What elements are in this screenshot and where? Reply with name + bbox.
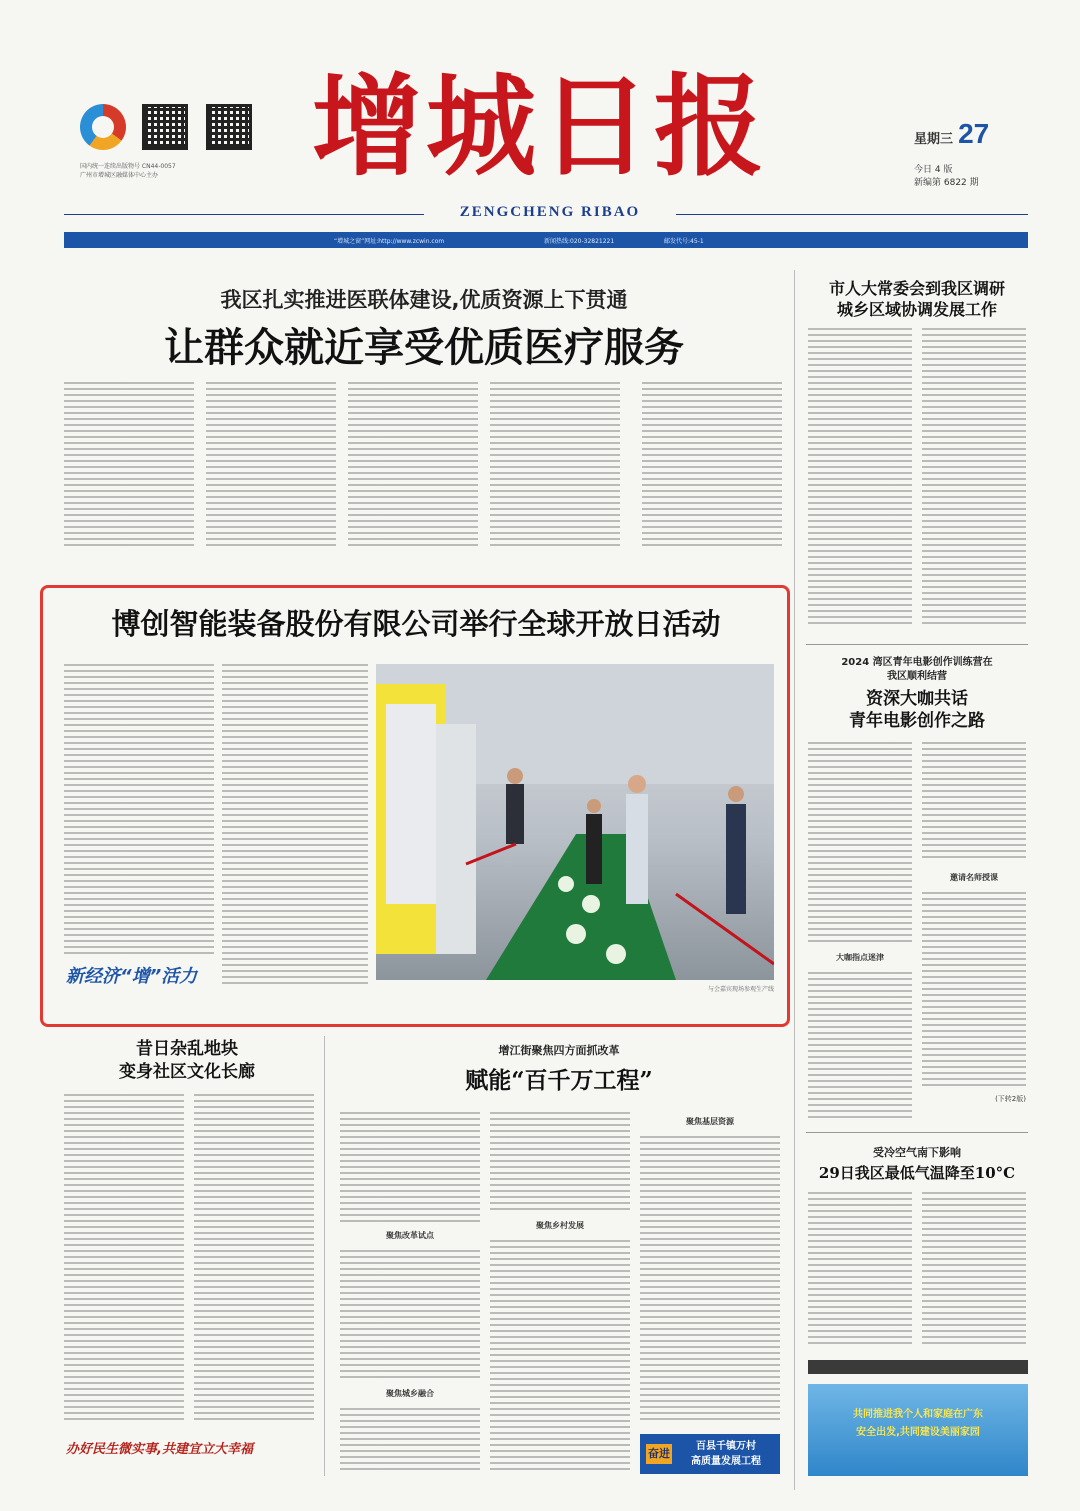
lead-body-column	[64, 382, 194, 548]
section-rule	[806, 644, 1028, 645]
center-bottom-kicker: 增江街聚焦四方面抓改革	[498, 1044, 620, 1057]
center-bottom-headline: 赋能“百千万工程”	[465, 1067, 653, 1094]
lead-headline: 让群众就近享受优质医疗服务	[164, 324, 684, 371]
left-bottom-headline: 昔日杂乱地块 变身社区文化长廊	[119, 1039, 255, 1082]
right-mid-headline: 资深大咖共话 青年电影创作之路	[849, 689, 985, 731]
center-bottom-body-column	[340, 1112, 480, 1222]
center-bottom-body-column	[340, 1250, 480, 1380]
masthead-title: 增城日报	[312, 62, 768, 191]
right-top-body-column	[808, 328, 912, 624]
right-mid-subhead: 邀请名师授课	[950, 873, 998, 882]
right-bottom-body-column	[808, 1192, 912, 1346]
left-bottom-section-tag: 办好民生微实事,共建宜立大幸福	[66, 1442, 253, 1457]
date-block	[914, 118, 1024, 188]
factory-photo-illustration	[376, 664, 774, 980]
lead-kicker: 我区扎实推进医联体建设,优质资源上下贯通	[220, 288, 628, 312]
weekday: 星期三	[914, 132, 954, 147]
right-bottom-headline: 29日我区最低气温降至10°C	[818, 1164, 1016, 1182]
center-bottom-body-column	[640, 1136, 780, 1422]
masthead-rule	[64, 214, 424, 215]
lead-body-column	[642, 382, 782, 548]
right-bottom-body-column	[922, 1192, 1026, 1346]
right-mid-subhead: 大咖指点迷津	[836, 953, 884, 962]
public-service-ad-text: 共同推进我个人和家庭在广东 安全出发,共同建设美丽家园	[853, 1409, 983, 1438]
left-bottom-body-column	[64, 1094, 184, 1424]
right-mid-kicker: 2024 湾区青年电影创作训练营在 我区顺利结营	[841, 657, 993, 682]
center-bottom-subhead: 聚焦改革试点	[386, 1231, 434, 1240]
right-top-body-column	[922, 328, 1026, 624]
lead-body-column	[206, 382, 336, 548]
center-bottom-body-column	[490, 1112, 630, 1212]
column-divider	[794, 270, 795, 1490]
feature-body-column	[64, 664, 214, 954]
right-bottom-kicker: 受冷空气南下影响	[873, 1146, 961, 1159]
section-rule	[806, 1132, 1028, 1133]
center-bottom-subhead: 聚焦乡村发展	[536, 1221, 584, 1230]
column-divider	[324, 1036, 325, 1476]
feature-body-column	[222, 664, 368, 984]
right-mid-body-column	[808, 742, 912, 942]
issue-number: 新编第 6822 期	[914, 178, 979, 188]
campaign-banner-text: 百县千镇万村 高质量发展工程	[691, 1441, 761, 1467]
public-service-ad	[808, 1384, 1028, 1476]
feature-headline: 博创智能装备股份有限公司举行全球开放日活动	[111, 607, 721, 641]
date-day: 27	[958, 118, 990, 149]
right-mid-body-column	[922, 742, 1026, 862]
ad-strip	[808, 1360, 1028, 1374]
right-mid-body-column	[922, 892, 1026, 1090]
campaign-banner	[640, 1434, 780, 1474]
campaign-banner-tag: 奋进	[646, 1444, 672, 1464]
masthead-pinyin: ZENGCHENG RIBAO	[459, 204, 641, 220]
center-bottom-subhead: 聚焦城乡融合	[386, 1389, 434, 1398]
feature-section-tag: 新经济“增”活力	[66, 966, 198, 987]
edition-count: 今日 4 版	[914, 165, 953, 175]
center-bottom-body-column	[340, 1408, 480, 1474]
right-mid-body-column	[808, 972, 912, 1122]
lead-body-column	[490, 382, 620, 548]
qr-code-icon	[206, 104, 252, 150]
center-bottom-subhead: 聚焦基层资源	[686, 1117, 734, 1126]
masthead-info-bar: “增城之窗”网址:http://www.zcwin.com 新闻热线:020-32821221 邮发代号:45-1	[64, 232, 1028, 248]
masthead-small-info: 国内统一连续出版物号 CN44-0057 广州市增城区融媒体中心主办	[80, 163, 176, 179]
qr-code-icon	[142, 104, 188, 150]
continued-note: (下转2版)	[995, 1095, 1026, 1103]
left-bottom-body-column	[194, 1094, 314, 1424]
lead-body-column	[348, 382, 478, 548]
right-top-headline: 市人大常委会到我区调研 城乡区域协调发展工作	[828, 279, 1005, 319]
newspaper-logo-icon	[80, 104, 126, 150]
factory-photo	[376, 664, 774, 980]
photo-caption: 与会嘉宾现场参观生产线	[707, 986, 774, 993]
center-bottom-body-column	[490, 1240, 630, 1474]
masthead-rule	[676, 214, 1028, 215]
